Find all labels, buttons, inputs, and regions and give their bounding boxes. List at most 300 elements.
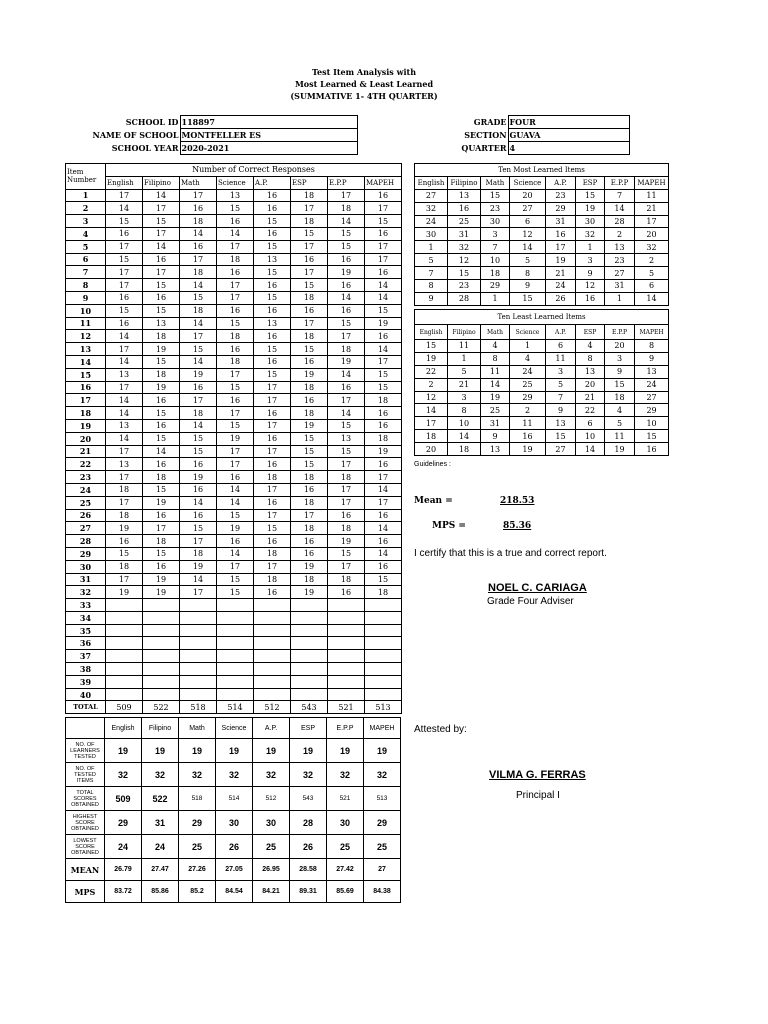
item-row	[66, 611, 402, 624]
summary-value-cell: 522	[142, 787, 179, 811]
correct-count-cell: 17	[180, 394, 217, 407]
summary-value-cell: 19	[142, 739, 179, 763]
summary-value-cell: 28.58	[290, 859, 327, 881]
summary-subject-header: ESP	[290, 718, 327, 739]
most-learned-item-cell: 10	[481, 254, 510, 267]
correct-count-cell	[143, 650, 180, 663]
correct-count-cell: 17	[291, 266, 328, 279]
least-learned-item-cell: 16	[510, 430, 546, 443]
item-row	[66, 496, 402, 509]
correct-count-cell: 15	[291, 279, 328, 292]
item-number-header: Item Number	[66, 164, 106, 190]
item-number-cell: 35	[66, 624, 106, 637]
correct-count-cell: 16	[254, 304, 291, 317]
summary-corner-cell	[66, 718, 105, 739]
correct-count-cell: 16	[365, 458, 402, 471]
least-learned-item-cell: 11	[605, 430, 635, 443]
least-learned-item-cell: 31	[481, 417, 510, 430]
school-year-field: 2020-2021	[180, 142, 357, 155]
correct-count-cell: 15	[365, 573, 402, 586]
summary-value-cell: 31	[142, 811, 179, 835]
correct-count-cell: 15	[254, 368, 291, 381]
correct-count-cell: 16	[254, 432, 291, 445]
least-learned-item-cell: 8	[635, 340, 669, 353]
attested-label: Attested by:	[414, 724, 467, 735]
correct-count-cell	[180, 663, 217, 676]
most-learned-item-cell: 8	[415, 280, 448, 293]
correct-count-cell	[143, 663, 180, 676]
correct-count-cell: 18	[291, 381, 328, 394]
correct-count-cell: 19	[328, 535, 365, 548]
item-row	[66, 419, 402, 432]
correct-count-cell	[106, 637, 143, 650]
most-learned-subject-header: E.P.P	[605, 176, 635, 189]
total-row	[66, 701, 402, 714]
summary-value-cell: 513	[364, 787, 401, 811]
least-learned-subject-header: Filipino	[448, 325, 481, 340]
most-learned-item-cell: 20	[510, 189, 546, 202]
summary-value-cell: 26	[216, 835, 253, 859]
correct-count-cell	[180, 624, 217, 637]
correct-count-cell: 17	[328, 330, 365, 343]
most-learned-row	[415, 202, 669, 215]
school-info-right	[436, 115, 630, 155]
least-learned-item-cell: 27	[546, 443, 576, 456]
correct-count-cell	[106, 599, 143, 612]
item-row	[66, 458, 402, 471]
most-learned-item-cell: 27	[605, 267, 635, 280]
correct-count-cell: 18	[291, 330, 328, 343]
correct-count-cell: 15	[328, 240, 365, 253]
summary-value-cell: 25	[364, 835, 401, 859]
summary-value-cell: 29	[364, 811, 401, 835]
correct-count-cell: 16	[180, 202, 217, 215]
most-learned-item-cell: 23	[605, 254, 635, 267]
least-learned-item-cell: 18	[448, 443, 481, 456]
item-number-cell: 28	[66, 535, 106, 548]
correct-count-cell	[143, 611, 180, 624]
correct-count-cell: 16	[217, 535, 254, 548]
correct-count-cell: 18	[365, 432, 402, 445]
correct-count-cell: 15	[365, 368, 402, 381]
least-learned-item-cell: 2	[415, 378, 448, 391]
most-learned-item-cell: 5	[510, 254, 546, 267]
least-learned-item-cell: 14	[415, 404, 448, 417]
item-row	[66, 445, 402, 458]
most-learned-item-cell: 24	[415, 215, 448, 228]
correct-count-cell: 15	[254, 343, 291, 356]
most-learned-item-cell: 14	[510, 241, 546, 254]
summary-value-cell: 512	[253, 787, 290, 811]
correct-count-cell	[180, 675, 217, 688]
most-learned-item-cell: 29	[481, 280, 510, 293]
mean-label: Mean =	[414, 496, 453, 506]
summary-value-cell: 521	[327, 787, 364, 811]
correct-count-cell: 19	[365, 445, 402, 458]
correct-count-cell	[365, 688, 402, 701]
item-number-cell: 30	[66, 560, 106, 573]
item-row	[66, 304, 402, 317]
least-learned-row	[415, 430, 669, 443]
most-learned-table	[414, 163, 669, 306]
most-learned-item-cell: 5	[635, 267, 669, 280]
most-learned-item-cell: 18	[481, 267, 510, 280]
correct-count-cell: 15	[217, 586, 254, 599]
most-learned-subject-header: English	[415, 176, 448, 189]
least-learned-title: Ten Least Learned Items	[415, 310, 669, 325]
summary-value-cell: 29	[179, 811, 216, 835]
least-learned-row	[415, 352, 669, 365]
correct-count-cell: 14	[106, 202, 143, 215]
correct-count-cell: 16	[254, 279, 291, 292]
correct-count-cell: 14	[328, 291, 365, 304]
correct-count-cell: 19	[180, 471, 217, 484]
least-learned-item-cell: 6	[576, 417, 605, 430]
correct-count-cell: 18	[180, 266, 217, 279]
most-learned-item-cell: 15	[510, 292, 546, 305]
correct-count-cell: 16	[180, 483, 217, 496]
correct-count-cell: 14	[106, 330, 143, 343]
subject-header: ESP	[291, 176, 328, 189]
correct-count-cell: 13	[106, 419, 143, 432]
item-row	[66, 675, 402, 688]
correct-count-cell: 16	[143, 458, 180, 471]
correct-count-cell: 19	[328, 355, 365, 368]
item-row	[66, 535, 402, 548]
correct-count-cell: 15	[291, 445, 328, 458]
summary-subject-header: A.P.	[253, 718, 290, 739]
correct-count-cell: 15	[365, 304, 402, 317]
correct-count-cell: 17	[254, 560, 291, 573]
correct-count-cell: 19	[180, 368, 217, 381]
summary-value-cell: 509	[105, 787, 142, 811]
correct-count-cell: 15	[328, 317, 365, 330]
correct-count-cell: 15	[106, 304, 143, 317]
item-row	[66, 688, 402, 701]
correct-count-cell: 15	[180, 343, 217, 356]
most-learned-item-cell: 19	[576, 202, 605, 215]
correct-count-cell: 18	[217, 253, 254, 266]
least-learned-item-cell: 13	[481, 443, 510, 456]
correct-count-cell: 17	[365, 496, 402, 509]
correct-count-cell: 15	[143, 215, 180, 228]
correct-count-cell: 18	[143, 330, 180, 343]
correct-count-cell	[217, 675, 254, 688]
item-number-cell: 13	[66, 343, 106, 356]
correct-count-cell: 16	[365, 560, 402, 573]
correct-count-cell: 19	[291, 368, 328, 381]
item-number-cell: 11	[66, 317, 106, 330]
summary-value-cell: 19	[179, 739, 216, 763]
item-number-cell: 34	[66, 611, 106, 624]
correct-count-cell: 18	[365, 394, 402, 407]
least-learned-row	[415, 404, 669, 417]
least-learned-item-cell: 4	[481, 340, 510, 353]
item-number-cell: 16	[66, 381, 106, 394]
summary-value-cell: 26.79	[105, 859, 142, 881]
item-number-cell: 17	[66, 394, 106, 407]
correct-count-cell: 19	[217, 432, 254, 445]
correct-count-cell: 17	[328, 458, 365, 471]
summary-value-cell: 32	[327, 763, 364, 787]
correct-count-cell	[328, 688, 365, 701]
correct-count-cell: 19	[143, 586, 180, 599]
correct-count-cell: 15	[143, 547, 180, 560]
subject-header: English	[106, 176, 143, 189]
most-learned-row	[415, 228, 669, 241]
item-number-cell: 38	[66, 663, 106, 676]
correct-count-cell	[217, 688, 254, 701]
most-learned-item-cell: 31	[605, 280, 635, 293]
most-learned-item-cell: 23	[546, 189, 576, 202]
item-row	[66, 368, 402, 381]
most-learned-item-cell: 32	[635, 241, 669, 254]
guidelines-label: Guidelines :	[414, 461, 451, 468]
correct-count-cell: 17	[143, 522, 180, 535]
least-learned-item-cell: 20	[605, 340, 635, 353]
most-learned-title: Ten Most Learned Items	[415, 164, 669, 177]
correct-count-cell: 17	[291, 240, 328, 253]
least-learned-item-cell: 6	[546, 340, 576, 353]
summary-row	[66, 787, 401, 811]
correct-count-cell	[180, 611, 217, 624]
least-learned-item-cell: 13	[546, 417, 576, 430]
most-learned-item-cell: 24	[546, 280, 576, 293]
item-row	[66, 291, 402, 304]
least-learned-item-cell: 10	[576, 430, 605, 443]
correct-count-cell: 17	[106, 240, 143, 253]
correct-count-cell: 16	[254, 407, 291, 420]
correct-count-cell: 16	[106, 535, 143, 548]
correct-count-cell: 19	[291, 586, 328, 599]
correct-count-cell	[291, 637, 328, 650]
total-cell: 521	[328, 701, 365, 714]
school-info-left	[70, 115, 358, 155]
item-number-cell: 3	[66, 215, 106, 228]
title-line-1: Test Item Analysis with	[311, 67, 417, 77]
mps-value: 85.36	[503, 521, 532, 531]
summary-value-cell: 85.86	[142, 881, 179, 903]
quarter-field: 4	[508, 142, 629, 155]
total-cell: 543	[291, 701, 328, 714]
correct-count-cell	[254, 663, 291, 676]
most-learned-item-cell: 27	[415, 189, 448, 202]
least-learned-item-cell: 10	[635, 417, 669, 430]
total-cell: 509	[106, 701, 143, 714]
correct-count-cell: 16	[106, 227, 143, 240]
least-learned-item-cell: 18	[605, 391, 635, 404]
most-learned-row	[415, 189, 669, 202]
correct-count-cell: 18	[291, 215, 328, 228]
correct-count-cell: 15	[217, 317, 254, 330]
correct-count-cell	[328, 611, 365, 624]
item-row	[66, 509, 402, 522]
correct-count-cell: 16	[143, 253, 180, 266]
least-learned-row	[415, 378, 669, 391]
correct-count-cell: 15	[291, 227, 328, 240]
correct-count-cell: 18	[180, 304, 217, 317]
most-learned-item-cell: 9	[415, 292, 448, 305]
adviser-title: Grade Four Adviser	[487, 596, 574, 607]
most-learned-item-cell: 12	[576, 280, 605, 293]
summary-row	[66, 859, 401, 881]
most-learned-item-cell: 6	[635, 280, 669, 293]
correct-count-cell: 15	[180, 432, 217, 445]
correct-count-cell: 18	[106, 560, 143, 573]
least-learned-item-cell: 5	[546, 378, 576, 391]
certification-statement: I certify that this is a true and correct report.	[414, 548, 607, 559]
least-learned-item-cell: 8	[481, 352, 510, 365]
correct-count-cell: 14	[180, 573, 217, 586]
item-row	[66, 663, 402, 676]
total-cell: 512	[254, 701, 291, 714]
item-row	[66, 215, 402, 228]
most-learned-item-cell: 15	[576, 189, 605, 202]
correct-count-cell	[254, 624, 291, 637]
correct-count-cell: 16	[217, 471, 254, 484]
correct-count-cell: 17	[254, 483, 291, 496]
most-learned-item-cell: 15	[448, 267, 481, 280]
correct-count-cell	[328, 663, 365, 676]
correct-count-cell	[217, 611, 254, 624]
most-learned-item-cell: 28	[605, 215, 635, 228]
most-learned-item-cell: 14	[605, 202, 635, 215]
correct-count-cell: 15	[143, 432, 180, 445]
correct-count-cell: 15	[328, 227, 365, 240]
correct-count-cell: 16	[291, 304, 328, 317]
title-line-2: Most Learned & Least Learned	[294, 79, 434, 89]
correct-count-cell: 18	[106, 483, 143, 496]
least-learned-item-cell: 12	[415, 391, 448, 404]
most-learned-row	[415, 241, 669, 254]
correct-count-cell	[217, 650, 254, 663]
correct-count-cell: 15	[328, 419, 365, 432]
summary-row	[66, 835, 401, 859]
correct-count-cell	[106, 611, 143, 624]
item-number-cell: 37	[66, 650, 106, 663]
correct-count-cell: 15	[291, 432, 328, 445]
correct-count-cell: 16	[291, 535, 328, 548]
correct-count-cell: 17	[365, 240, 402, 253]
correct-count-cell: 18	[328, 343, 365, 356]
correct-count-cell: 16	[254, 496, 291, 509]
correct-count-cell	[291, 624, 328, 637]
correct-count-cell: 15	[254, 266, 291, 279]
least-learned-item-cell: 2	[510, 404, 546, 417]
total-cell: 513	[365, 701, 402, 714]
most-learned-item-cell: 1	[481, 292, 510, 305]
least-learned-item-cell: 15	[415, 340, 448, 353]
correct-count-cell: 13	[254, 317, 291, 330]
correct-count-cell: 18	[291, 189, 328, 202]
correct-count-cell: 18	[291, 496, 328, 509]
correct-count-cell: 15	[328, 547, 365, 560]
correct-count-cell: 18	[365, 586, 402, 599]
correct-count-cell: 15	[217, 509, 254, 522]
correct-count-cell: 16	[143, 419, 180, 432]
most-learned-item-cell: 31	[448, 228, 481, 241]
correct-count-cell: 16	[291, 253, 328, 266]
correct-count-cell: 16	[254, 189, 291, 202]
most-learned-item-cell: 21	[546, 267, 576, 280]
correct-count-cell	[365, 624, 402, 637]
correct-count-cell: 16	[217, 343, 254, 356]
least-learned-item-cell: 9	[635, 352, 669, 365]
item-number-cell: 6	[66, 253, 106, 266]
least-learned-row	[415, 443, 669, 456]
correct-count-cell: 19	[180, 560, 217, 573]
least-learned-subject-header: A.P.	[546, 325, 576, 340]
most-learned-item-cell: 30	[415, 228, 448, 241]
least-learned-subject-header: English	[415, 325, 448, 340]
item-row	[66, 637, 402, 650]
correct-count-cell: 14	[180, 419, 217, 432]
total-cell: 518	[180, 701, 217, 714]
correct-count-cell: 16	[365, 535, 402, 548]
correct-count-cell: 15	[143, 304, 180, 317]
correct-count-cell: 17	[106, 189, 143, 202]
correct-count-cell: 16	[328, 509, 365, 522]
least-learned-item-cell: 14	[481, 378, 510, 391]
most-learned-item-cell: 13	[605, 241, 635, 254]
subject-header: Filipino	[143, 176, 180, 189]
least-learned-item-cell: 15	[546, 430, 576, 443]
most-learned-item-cell: 28	[448, 292, 481, 305]
summary-value-cell: 27	[364, 859, 401, 881]
most-learned-item-cell: 1	[605, 292, 635, 305]
correct-count-cell: 14	[143, 189, 180, 202]
correct-count-cell: 16	[217, 266, 254, 279]
correct-count-cell: 16	[365, 509, 402, 522]
correct-count-cell: 17	[328, 189, 365, 202]
item-row	[66, 381, 402, 394]
correct-count-cell: 15	[143, 279, 180, 292]
summary-value-cell: 19	[105, 739, 142, 763]
summary-value-cell: 27.42	[327, 859, 364, 881]
correct-count-cell: 17	[217, 368, 254, 381]
correct-count-cell	[143, 637, 180, 650]
most-learned-item-cell: 21	[635, 202, 669, 215]
summary-row-label: NO. OF LEARNERS TESTED	[66, 739, 105, 763]
summary-value-cell: 32	[105, 763, 142, 787]
most-learned-item-cell: 7	[415, 267, 448, 280]
correct-count-cell: 14	[106, 407, 143, 420]
correct-count-cell: 15	[180, 522, 217, 535]
correct-count-cell: 16	[143, 509, 180, 522]
item-row	[66, 202, 402, 215]
correct-count-cell: 19	[143, 343, 180, 356]
correct-count-cell: 19	[328, 266, 365, 279]
summary-subject-header: E.P.P	[327, 718, 364, 739]
least-learned-row	[415, 417, 669, 430]
most-learned-item-cell: 1	[576, 241, 605, 254]
summary-row-label: LOWEST SCORE OBTAINED	[66, 835, 105, 859]
title-line-3: (SUMMATIVE 1- 4TH QUARTER)	[290, 91, 438, 101]
correct-count-cell: 16	[143, 394, 180, 407]
summary-value-cell: 24	[142, 835, 179, 859]
most-learned-item-cell: 32	[415, 202, 448, 215]
correct-count-cell: 16	[328, 586, 365, 599]
correct-count-cell	[180, 637, 217, 650]
summary-row	[66, 881, 401, 903]
correct-count-cell: 15	[143, 407, 180, 420]
least-learned-item-cell: 1	[510, 340, 546, 353]
correct-count-cell: 17	[328, 483, 365, 496]
item-row	[66, 407, 402, 420]
summary-value-cell: 25	[327, 835, 364, 859]
least-learned-item-cell: 3	[448, 391, 481, 404]
correct-count-cell: 16	[291, 483, 328, 496]
